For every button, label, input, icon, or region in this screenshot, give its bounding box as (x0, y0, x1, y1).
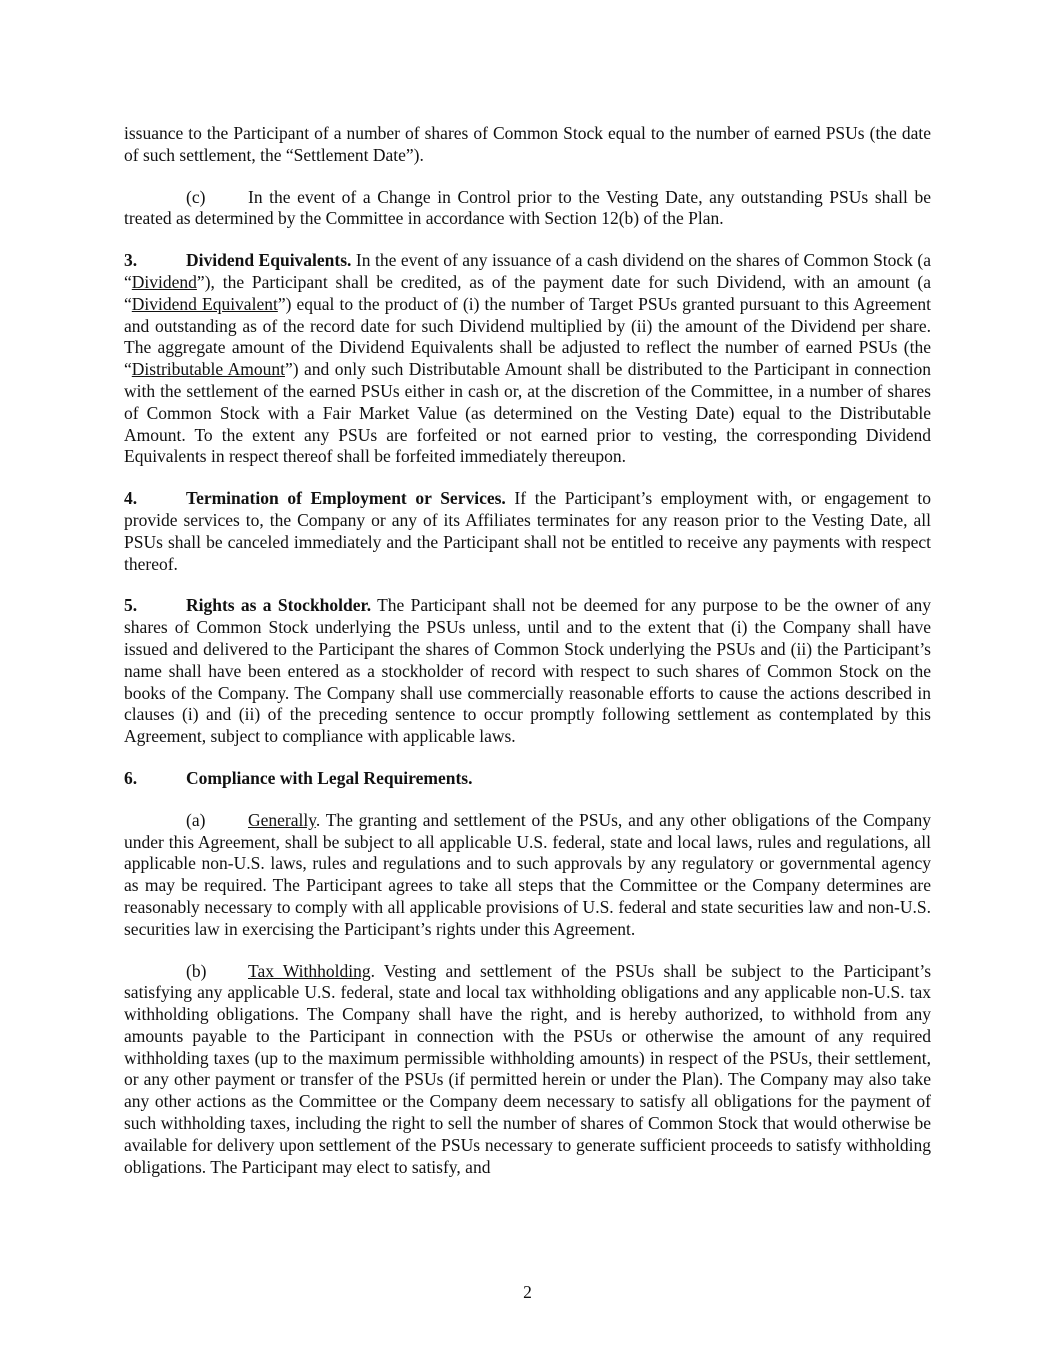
section-heading: Rights as a Stockholder. (186, 595, 372, 616)
section-heading: Compliance with Legal Requirements. (186, 767, 473, 788)
section-heading: Termination of Employment or Services. (186, 488, 506, 509)
document-page (124, 123, 931, 1198)
section-5-rights-as-stockholder: 5. Rights as a Stockholder. The Participant shall not be deemed for any purpose to be the owner of any shares of Common Stock underlying the PSUs unless, until and to the extent that (i) the Company shall have issued and delivered to the Participant the shares of Common Stock underlying the PSUs and (ii) the Participant’s name shall have been entered as a stockholder of record with respect to such shares of Common Stock on the books of the Company. The Company shall use commercially reasonable efforts to cause the actions described in clauses (i) and (ii) of the preceding sentence to occur promptly following settlement as contemplated by this Agreement, subject to compliance with applicable laws. (124, 595, 932, 747)
page-number: 2 (523, 1282, 532, 1302)
section-3-dividend-equivalents: 3. Dividend Equivalents. In the event of any issuance of a cash dividend on the shares of Common Stock (a “Dividend”), the Participant shall be credited, as of the payment date for such Dividend, with an amount (a “Dividend Equivalent”) equal to the product of (i) the number of Target PSUs granted pursuant to this Agreement and outstanding as of the record date for such Dividend multiplied by (ii) the amount of the Dividend per share. The aggregate amount of the Dividend Equivalents shall be adjusted to reflect the number of earned PSUs (the “Distributable Amount”) and only such Distributable Amount shall be distributed to the Participant in connection with the settlement of the earned PSUs either in cash or, at the discretion of the Committee, in a number of shares of Common Stock with a Fair Market Value (as determined on the Vesting Date) equal to the Distributable Amount. To the extent any PSUs are forfeited or not earned prior to vesting, the corresponding Dividend Equivalents in respect thereof shall be forfeited immediately thereupon. (124, 250, 931, 467)
clause-title-tax-withholding: Tax Withholding (248, 960, 371, 981)
clause-text-c: In the event of a Change in Control prior to the Vesting Date, any outstanding PSUs shall be treated as determined by the Committee in accordance with Section 12(b) of the Plan. (124, 186, 931, 229)
section-heading: Dividend Equivalents. (186, 250, 352, 271)
section-4-termination: 4. Termination of Employment or Services. If the Participant’s employment with, or engagement to provide services to, the Company or any of its Affiliates terminates for any reason prior to the Vesting Date, all PSUs shall be canceled immediately and the Participant shall not be entitled to receive any payments with respect thereof. (124, 488, 931, 574)
section-6a-generally: (a) Generally. The granting and settlement of the PSUs, and any other obligations of the Company under this Agreement, shall be subject to all applicable U.S. federal, state and local laws, rules and regulations, all applicable non-U.S. laws, rules and regulations and to such approvals by any regulatory or governmental agency as may be required. The Participant agrees to take all steps that the Committee or the Company determines are reasonably necessary to comply with all applicable provisions of U.S. federal and state securities law and non-U.S. securities law in exercising the Participant’s rights under this Agreement. (124, 809, 931, 939)
section-number: 4. (124, 488, 138, 509)
section-6b-tax-withholding: (b) Tax Withholding. Vesting and settlement of the PSUs shall be subject to the Participant’s satisfying any applicable U.S. federal, state and local tax withholding obligations and any applicable non-U.S. tax withholding obligations. The Company shall have the right, and is hereby authorized, to withhold from any amounts payable to the Participant in connection with the PSUs or otherwise the amount of any required withholding taxes (up to the maximum permissible withholding amounts) in respect of the PSUs, their settlement, or any other payment or transfer of the PSUs (if permitted herein or under the Plan). The Company may also take any other actions as the Committee or the Company deem necessary to satisfy all obligations for the payment of such withholding taxes, including the right to sell the number of shares of Common Stock that would otherwise be available for delivery upon settlement of the PSUs necessary to generate sufficient proceeds to satisfy withholding obligations. The Participant may elect to satisfy, and (124, 960, 932, 1177)
section-6-compliance-heading (124, 768, 931, 790)
defined-term-dividend: Dividend (131, 271, 197, 292)
defined-term-distributable-amount: Distributable Amount (131, 359, 285, 380)
clause-label-c: (c) (186, 186, 206, 207)
defined-term-dividend-equivalent: Dividend Equivalent (131, 293, 278, 314)
paragraph-settlement: issuance to the Participant of a number of shares of Common Stock equal to the number of earned PSUs (the date of such settlement, the “Settlement Date”). (124, 123, 931, 165)
clause-label-a: (a) (186, 809, 206, 830)
clause-label-b: (b) (186, 960, 207, 981)
section-number: 6. (124, 767, 138, 788)
section-number: 5. (124, 595, 138, 616)
clause-title-generally: Generally (248, 809, 316, 830)
paragraph-2c (124, 187, 931, 231)
section-number: 3. (124, 250, 138, 271)
